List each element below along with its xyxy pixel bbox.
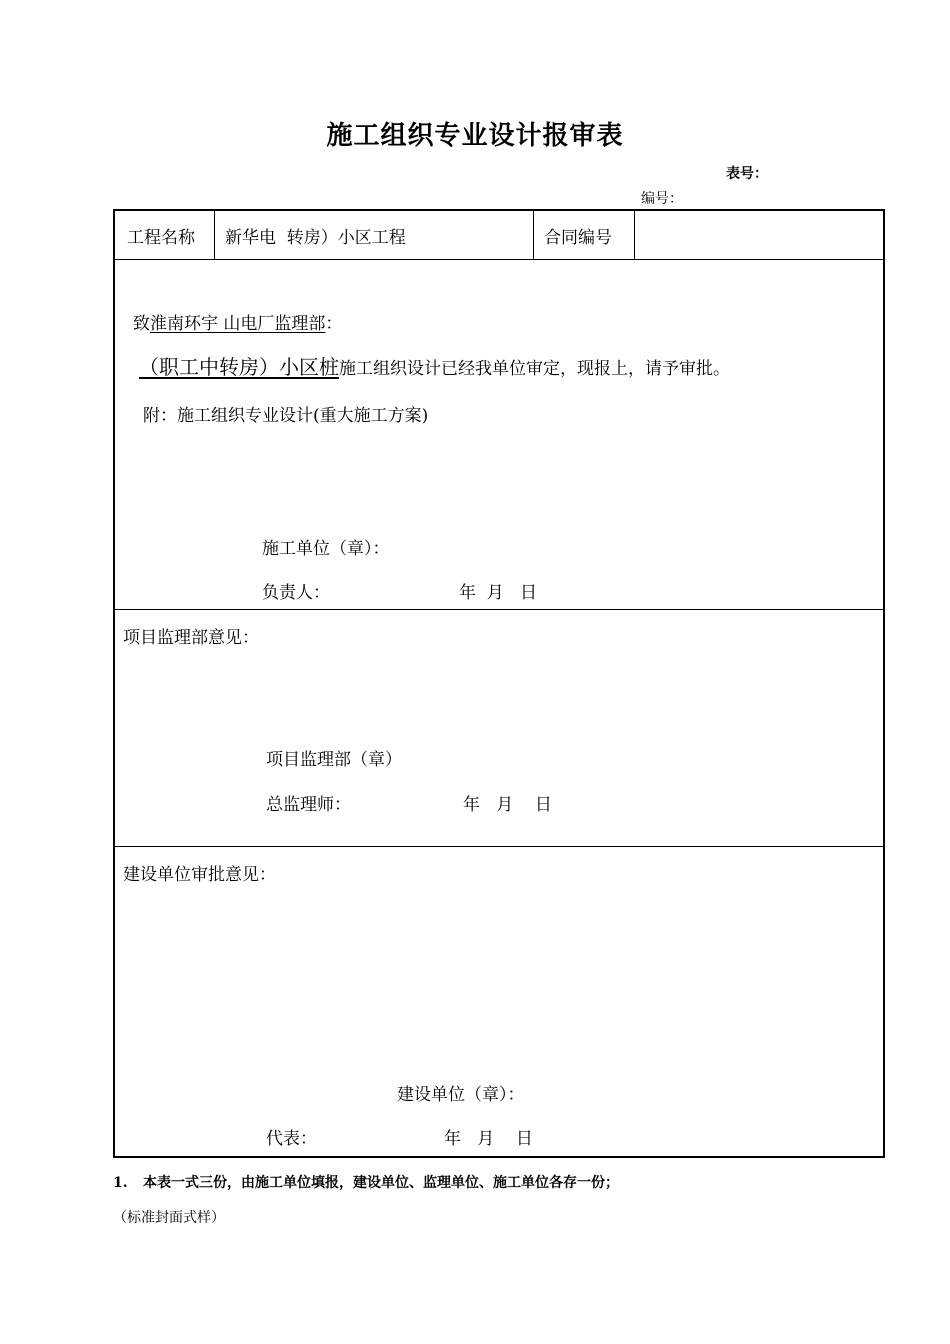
divider [634,211,635,260]
divider [533,211,534,260]
divider [214,211,215,260]
construction-unit-seal: 施工单位（章）： [262,539,390,559]
approval-form [113,209,885,1158]
row-divider [115,259,883,260]
responsible-person-label: 负责人： [262,583,330,603]
footnote-text: 本表一式三份，由施工单位填报，建设单位、监理单位、施工单位各存一份； [143,1175,619,1191]
submission-date: 年 月 日 [459,583,538,603]
recipient-line [133,309,342,334]
owner-date: 年 月 日 [444,1129,533,1149]
page-title: 施工组织专业设计报审表 [326,121,624,151]
attachment-line: 附：施工组织专业设计(重大施工方案) [143,406,429,426]
owner-opinion-label: 建设单位审批意见： [123,865,276,885]
supervision-opinion-label: 项目监理部意见： [123,628,259,648]
form-number-label: 表号： [726,166,768,182]
owner-representative-label: 代表： [266,1129,317,1149]
submitted-project: （职工中转房）小区桩 [139,355,339,379]
submission-statement [139,351,730,380]
project-name-label: 工程名称 [127,228,195,248]
serial-number-label: 编号： [641,191,683,207]
recipient-name: 淮南环宇 山电厂监理部 [150,314,326,334]
statement-text: 施工组织设计已经我单位审定，现报上，请予审批。 [339,359,730,379]
contract-number-label: 合同编号 [544,228,612,248]
row-divider [115,609,883,610]
row-divider [115,846,883,847]
footnote [113,1172,619,1192]
footnote-number: 1. [113,1175,128,1191]
owner-seal: 建设单位（章）： [397,1085,525,1105]
supervision-date: 年 月 日 [463,795,552,815]
style-note: （标准封面式样） [113,1210,225,1226]
recipient-suffix: ： [325,314,343,334]
chief-supervisor-label: 总监理师： [266,795,351,815]
recipient-prefix: 致 [133,314,150,334]
project-name-value: 新华电 转房）小区工程 [225,228,406,248]
supervision-seal: 项目监理部（章） [266,750,402,770]
